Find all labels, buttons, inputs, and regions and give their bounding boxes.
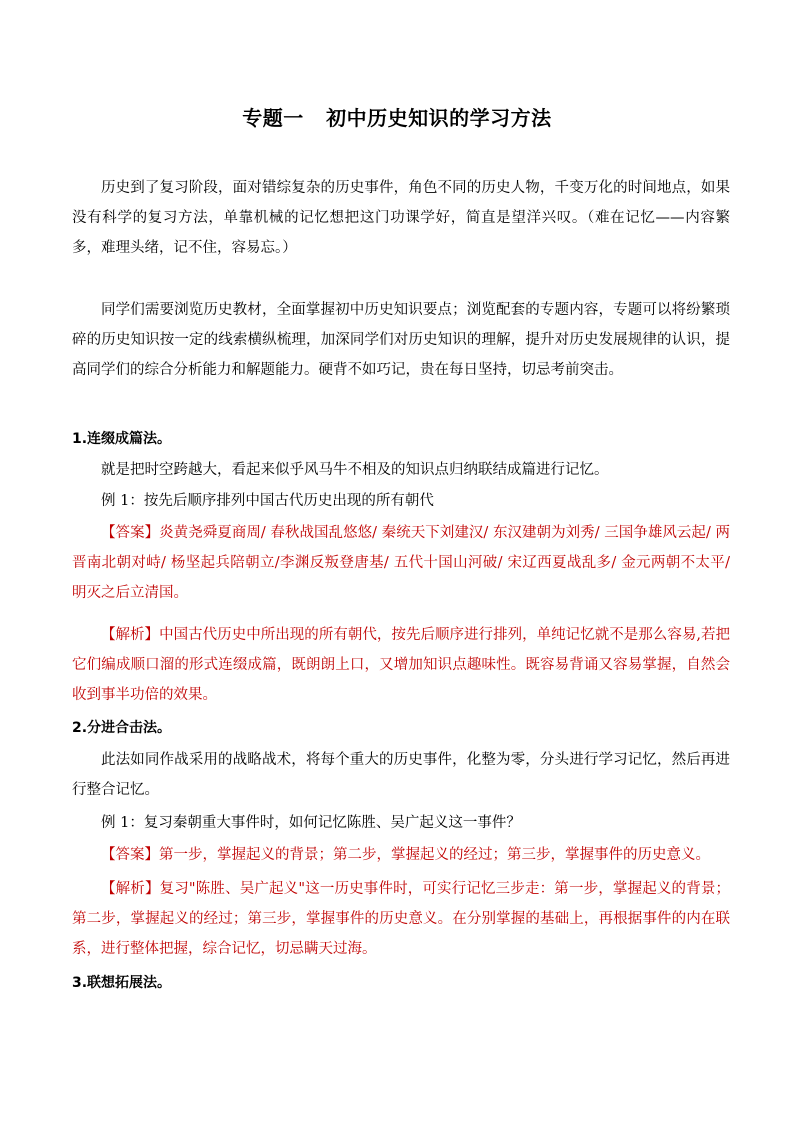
section-1-analysis (72, 620, 730, 710)
page-title: 专题一 初中历史知识的学习方法 (242, 106, 552, 130)
section-1-description: 就是把时空跨越大，看起来似乎风马牛不相及的知识点归纳联结成篇进行记忆。 (101, 462, 609, 478)
answer-tag: 【答案】 (101, 847, 159, 863)
section-2-heading: 2.分进合击法。 (72, 720, 172, 736)
section-1-heading: 1.连缀成篇法。 (72, 431, 172, 447)
answer-text: 炎黄尧舜夏商周/ 春秋战国乱悠悠/ 秦统天下刘建汉/ 东汉建朝为刘秀/ 三国争雄风云起/ 两晋南北朝对峙/ 杨坚起兵陪朝立/李渊反叛登唐基/ 五代十国山河破/ 宋辽西夏战乱多/ 金元两朝不太平/ 明灭之后立清国。 (72, 525, 731, 601)
answer-tag: 【答案】 (101, 525, 160, 541)
analysis-tag: 【解析】 (101, 881, 160, 897)
section-1-answer (72, 518, 730, 608)
section-1-example: 例 1：按先后顺序排列中国古代历史出现的所有朝代 (101, 493, 434, 509)
section-2-description: 此法如同作战采用的战略战术，将每个重大的历史事件，化整为零，分头进行学习记忆，然后再进行整合记忆。 (72, 752, 730, 798)
analysis-text: 复习"陈胜、吴广起义"这一历史事件时，可实行记忆三步走：第一步，掌握起义的背景；第二步，掌握起义的经过；第三步，掌握事件的历史意义。在分别掌握的基础上，再根据事件的内在联系，进行整体把握，综合记忆，切忌瞒天过海。 (72, 881, 730, 957)
section-3-heading: 3.联想拓展法。 (72, 975, 172, 991)
section-2-answer (72, 840, 730, 870)
analysis-text: 中国古代历史中所出现的所有朝代，按先后顺序进行排列，单纯记忆就不是那么容易,若把它们编成顺口溜的形式连缀成篇，既朗朗上口，又增加知识点趣味性。既容易背诵又容易掌握，自然会收到事半功倍的效果。 (72, 627, 731, 703)
intro-paragraph-2: 同学们需要浏览历史教材，全面掌握初中历史知识要点；浏览配套的专题内容，专题可以将纷繁琐碎的历史知识按一定的线索横纵梳理，加深同学们对历史知识的理解，提升对历史发展规律的认识，提高同学们的综合分析能力和解题能力。硬背不如巧记，贵在每日坚持，切忌考前突击。 (72, 302, 730, 378)
analysis-tag: 【解析】 (101, 627, 160, 643)
intro-paragraph-1: 历史到了复习阶段，面对错综复杂的历史事件，角色不同的历史人物，千变万化的时间地点，如果没有科学的复习方法，单靠机械的记忆想把这门功课学好，简直是望洋兴叹。（难在记忆——内容繁多，难理头绪，记不住，容易忘。） (72, 180, 730, 256)
answer-text: 第一步，掌握起义的背景；第二步，掌握起义的经过；第三步，掌握事件的历史意义。 (159, 847, 710, 863)
section-2-analysis (72, 874, 730, 964)
section-2-example: 例 1：复习秦朝重大事件时，如何记忆陈胜、吴广起义这一事件？ (101, 815, 521, 831)
